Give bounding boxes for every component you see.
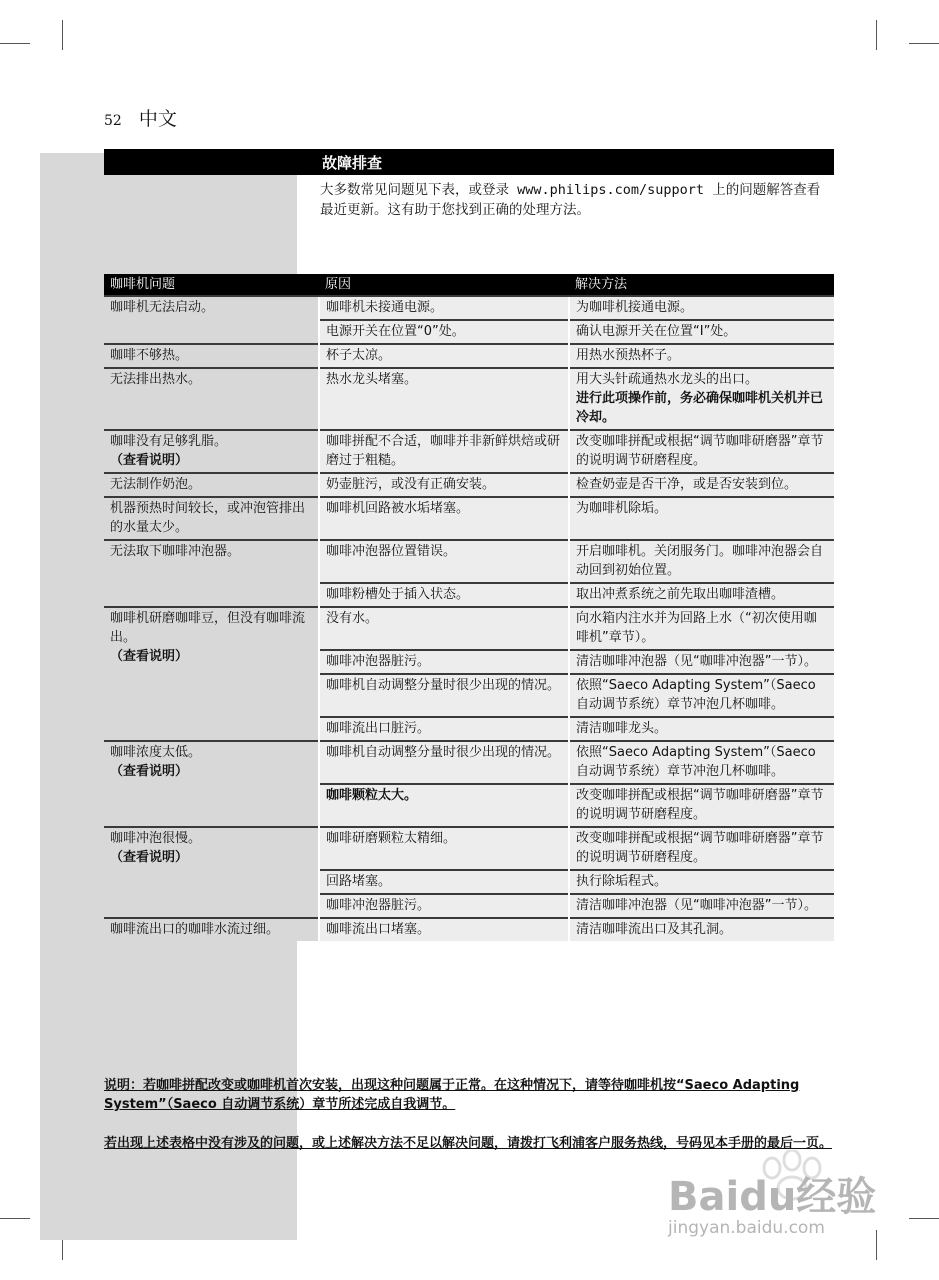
problem-cell: [104, 296, 319, 344]
solution-cell: [569, 717, 834, 741]
problem-text: 无法制作奶泡。: [110, 477, 202, 492]
page-number: 52: [104, 113, 122, 129]
solution-cell: [569, 650, 834, 674]
note-text-2: 若出现上述表格中没有涉及的问题，或上述解决方法不足以解决问题，请拨打飞利浦客户服务热线，号码见本手册的最后一页。: [104, 1136, 833, 1151]
solution-cell: [569, 320, 834, 344]
cause-cell: 奶壶脏污，或没有正确安装。: [319, 473, 569, 497]
problem-text: 咖啡浓度太低。: [110, 745, 202, 760]
table-header-row: [104, 274, 834, 296]
solution-text: 执行除垢程式。: [576, 874, 668, 889]
problem-cell: [104, 497, 319, 540]
problem-text: 咖啡机研磨咖啡豆，但没有咖啡流出。: [110, 611, 306, 645]
header-cause: 原因: [319, 274, 569, 296]
problem-cell: [104, 430, 319, 473]
cause-cell: 咖啡颗粒太大。: [319, 784, 569, 827]
cause-cell: 咖啡流出口堵塞。: [319, 918, 569, 941]
solution-cell: [569, 784, 834, 827]
problem-text: 无法取下咖啡冲泡器。: [110, 544, 241, 559]
solution-cell: [569, 870, 834, 894]
watermark-text: Baidu经验: [668, 1174, 877, 1220]
solution-text: 清洁咖啡龙头。: [576, 721, 668, 736]
crop-mark: [0, 43, 30, 44]
header-problem: 咖啡机问题: [104, 274, 319, 296]
problem-cell: [104, 918, 319, 941]
intro-paragraph: 大多数常见问题见下表，或登录 www.philips.com/support 上的问题解答查看最近更新。这有助于您找到正确的处理方法。: [320, 182, 821, 218]
cause-cell: 咖啡机自动调整分量时很少出现的情况。: [319, 741, 569, 784]
solution-text: 开启咖啡机。关闭服务门。咖啡冲泡器会自动回到初始位置。: [576, 544, 824, 578]
page-header: [104, 104, 177, 131]
cause-cell: 咖啡机未接通电源。: [319, 296, 569, 320]
table-row: [104, 607, 834, 650]
cause-cell: 咖啡粉槽处于插入状态。: [319, 583, 569, 607]
solution-cell: [569, 430, 834, 473]
solution-text: 清洁咖啡冲泡器（见“咖啡冲泡器”一节）。: [576, 654, 817, 669]
cause-cell: 没有水。: [319, 607, 569, 650]
cause-cell: 杯子太凉。: [319, 344, 569, 368]
cause-cell: 电源开关在位置“0”处。: [319, 320, 569, 344]
problem-note: （查看说明）: [110, 850, 189, 865]
solution-text: 改变咖啡拼配或根据“调节咖啡研磨器”章节的说明调节研磨程度。: [576, 788, 824, 822]
crop-mark: [0, 1218, 30, 1219]
cause-cell: 咖啡研磨颗粒太精细。: [319, 827, 569, 870]
solution-text: 清洁咖啡流出口及其孔洞。: [576, 922, 733, 937]
solution-text: 向水箱内注水并为回路上水（“初次使用咖啡机”章节）。: [576, 611, 817, 645]
solution-cell: [569, 344, 834, 368]
table-row: [104, 430, 834, 473]
problem-note: （查看说明）: [110, 649, 189, 664]
problem-text: 咖啡流出口的咖啡水流过细。: [110, 922, 280, 937]
problem-cell: [104, 473, 319, 497]
cause-cell: 咖啡冲泡器脏污。: [319, 894, 569, 918]
problem-text: 咖啡没有足够乳脂。: [110, 434, 228, 449]
solution-cell: [569, 894, 834, 918]
header-solution: 解决方法: [569, 274, 834, 296]
table-row: [104, 473, 834, 497]
table-row: [104, 918, 834, 941]
crop-mark: [909, 43, 939, 44]
problem-note: （查看说明）: [110, 764, 189, 779]
solution-cell: [569, 607, 834, 650]
crop-mark: [62, 20, 63, 50]
solution-cell: [569, 583, 834, 607]
problem-text: 咖啡冲泡很慢。: [110, 831, 202, 846]
solution-text: 为咖啡机接通电源。: [576, 300, 694, 315]
solution-text: 改变咖啡拼配或根据“调节咖啡研磨器”章节的说明调节研磨程度。: [576, 434, 824, 468]
problem-cell: [104, 368, 319, 430]
problem-cell: [104, 741, 319, 827]
language-label: 中文: [138, 108, 177, 130]
table-row: [104, 344, 834, 368]
cause-cell: 咖啡机回路被水垢堵塞。: [319, 497, 569, 540]
crop-mark: [909, 1218, 939, 1219]
solution-text: 取出冲煮系统之前先取出咖啡渣槽。: [576, 587, 785, 602]
solution-cell: [569, 674, 834, 717]
table-row: [104, 296, 834, 320]
solution-cell: [569, 918, 834, 941]
table-row: [104, 540, 834, 583]
table-row: [104, 827, 834, 870]
problem-cell: [104, 344, 319, 368]
solution-text: 清洁咖啡冲泡器（见“咖啡冲泡器”一节）。: [576, 898, 817, 913]
solution-cell: [569, 368, 834, 430]
crop-mark: [876, 20, 877, 50]
solution-text: 为咖啡机除垢。: [576, 501, 668, 516]
cause-cell: 咖啡冲泡器脏污。: [319, 650, 569, 674]
solution-text: 用热水预热杯子。: [576, 348, 681, 363]
problem-text: 无法排出热水。: [110, 372, 202, 387]
table-row: [104, 368, 834, 430]
solution-text: 确认电源开关在位置“I”处。: [576, 324, 737, 339]
solution-cell: [569, 741, 834, 784]
cause-cell: 咖啡机自动调整分量时很少出现的情况。: [319, 674, 569, 717]
section-title-bar: [104, 149, 834, 175]
problem-cell: [104, 607, 319, 741]
problem-cell: [104, 540, 319, 607]
note-text-1: 说明：若咖啡拼配改变或咖啡机首次安装，出现这种问题属于正常。在这种情况下，请等待咖啡机按“Saeco Adapting System”（Saeco 自动调节系统）章节所述完成自我调节。: [104, 1078, 800, 1112]
solution-text: 改变咖啡拼配或根据“调节咖啡研磨器”章节的说明调节研磨程度。: [576, 831, 824, 865]
table-row: [104, 497, 834, 540]
troubleshooting-table: [104, 274, 834, 941]
section-title: 故障排查: [322, 154, 383, 172]
solution-text: 依照“Saeco Adapting System”（Saeco 自动调节系统）章节冲泡几杯咖啡。: [576, 745, 816, 779]
solution-cell: [569, 296, 834, 320]
solution-text: 依照“Saeco Adapting System”（Saeco 自动调节系统）章节冲泡几杯咖啡。: [576, 678, 816, 712]
problem-cell: [104, 827, 319, 918]
solution-cell: [569, 473, 834, 497]
problem-text: 咖啡不够热。: [110, 348, 189, 363]
watermark-url: jingyan.baidu.com: [668, 1218, 825, 1238]
problem-text: 咖啡机无法启动。: [110, 300, 215, 315]
solution-text: 用大头针疏通热水龙头的出口。: [576, 372, 759, 387]
solution-text: 检查奶壶是否干净，或是否安装到位。: [576, 477, 798, 492]
cause-cell: 咖啡流出口脏污。: [319, 717, 569, 741]
cause-cell: 回路堵塞。: [319, 870, 569, 894]
solution-cell: [569, 497, 834, 540]
solution-cell: [569, 827, 834, 870]
problem-note: （查看说明）: [110, 453, 189, 468]
cause-cell: 咖啡冲泡器位置错误。: [319, 540, 569, 583]
cause-cell: 咖啡拼配不合适，咖啡并非新鲜烘焙或研磨过于粗糙。: [319, 430, 569, 473]
cause-cell: 热水龙头堵塞。: [319, 368, 569, 430]
table-row: [104, 741, 834, 784]
solution-cell: [569, 540, 834, 583]
note-adapting-system: [104, 1076, 834, 1114]
problem-text: 机器预热时间较长，或冲泡管排出的水量太少。: [110, 501, 306, 535]
solution-warning: 进行此项操作前，务必确保咖啡机关机并已冷却。: [576, 391, 824, 425]
